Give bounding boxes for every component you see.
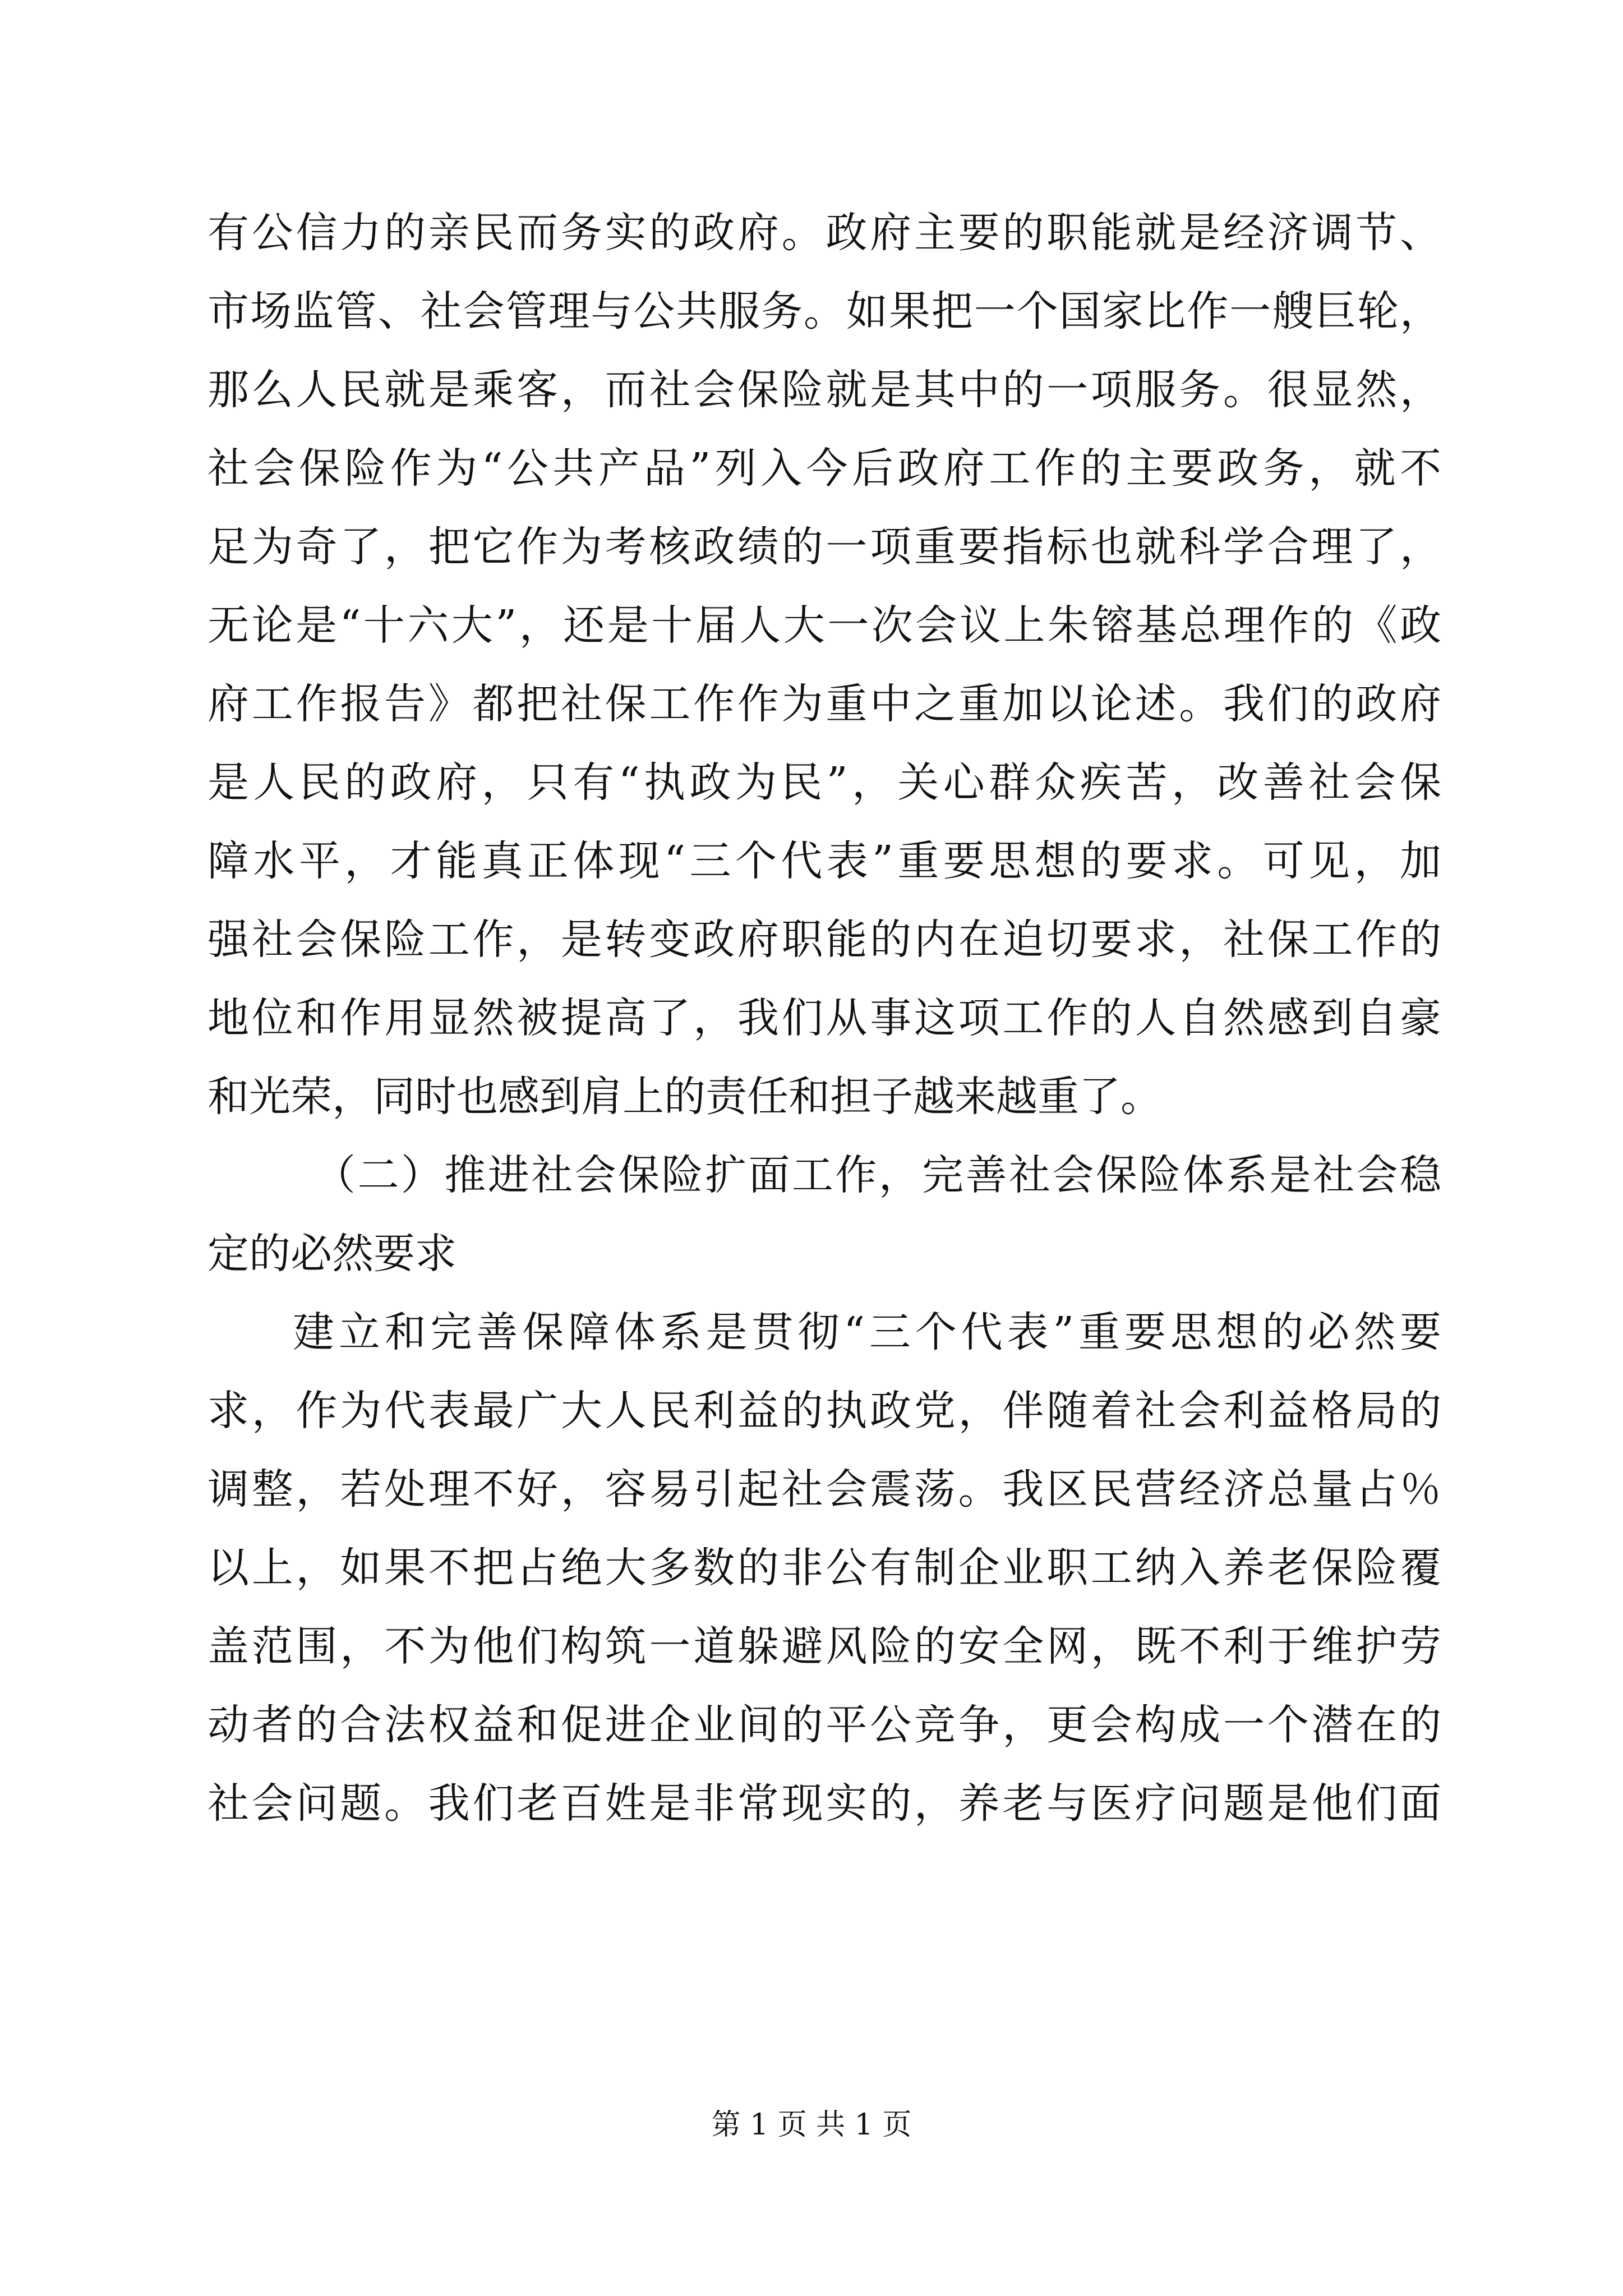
page-number: 第 1 页 共 1 页 — [711, 2108, 912, 2142]
text-line: 府工作报告》都把社保工作作为重中之重加以论述。我们的政府 — [208, 680, 1441, 728]
heading-line: 定的必然要求 — [208, 1230, 457, 1278]
text-line: 地位和作用显然被提高了，我们从事这项工作的人自然感到自豪 — [208, 994, 1441, 1042]
text-line: 障水平，才能真正体现“三个代表”重要思想的要求。可见，加 — [208, 837, 1441, 885]
text-line: 建立和完善保障体系是贯彻“三个代表”重要思想的必然要 — [293, 1308, 1441, 1356]
paragraph-2 — [208, 1293, 1441, 1843]
text-line: 强社会保险工作，是转变政府职能的内在迫切要求，社保工作的 — [208, 915, 1441, 964]
section-heading — [208, 1136, 1441, 1293]
text-line: 无论是“十六大”，还是十届人大一次会议上朱镕基总理作的《政 — [208, 601, 1441, 650]
text-line: 社会问题。我们老百姓是非常现实的，养老与医疗问题是他们面 — [208, 1779, 1441, 1828]
text-line: 调整，若处理不好，容易引起社会震荡。我区民营经济总量占％ — [208, 1465, 1441, 1513]
text-line: 和光荣，同时也感到肩上的责任和担子越来越重了。 — [208, 1073, 1162, 1121]
text-line: 足为奇了，把它作为考核政绩的一项重要指标也就科学合理了， — [208, 523, 1441, 571]
text-line: 那么人民就是乘客，而社会保险就是其中的一项服务。很显然， — [208, 366, 1441, 414]
heading-line: （二）推进社会保险扩面工作，完善社会保险体系是社会稳 — [314, 1151, 1441, 1199]
document-body — [208, 194, 1441, 1843]
text-line: 以上，如果不把占绝大多数的非公有制企业职工纳入养老保险覆 — [208, 1544, 1441, 1592]
text-line: 求，作为代表最广大人民利益的执政党，伴随着社会利益格局的 — [208, 1387, 1441, 1435]
text-line: 社会保险作为“公共产品”列入今后政府工作的主要政务，就不 — [208, 444, 1441, 493]
paragraph-1 — [208, 194, 1441, 1136]
text-line: 盖范围，不为他们构筑一道躲避风险的安全网，既不利于维护劳 — [208, 1622, 1441, 1671]
text-line: 是人民的政府，只有“执政为民”，关心群众疾苦，改善社会保 — [208, 758, 1441, 807]
text-line: 动者的合法权益和促进企业间的平公竞争，更会构成一个潜在的 — [208, 1701, 1441, 1749]
text-line: 有公信力的亲民而务实的政府。政府主要的职能就是经济调节、 — [208, 209, 1441, 257]
text-line: 市场监管、社会管理与公共服务。如果把一个国家比作一艘巨轮， — [208, 287, 1441, 335]
